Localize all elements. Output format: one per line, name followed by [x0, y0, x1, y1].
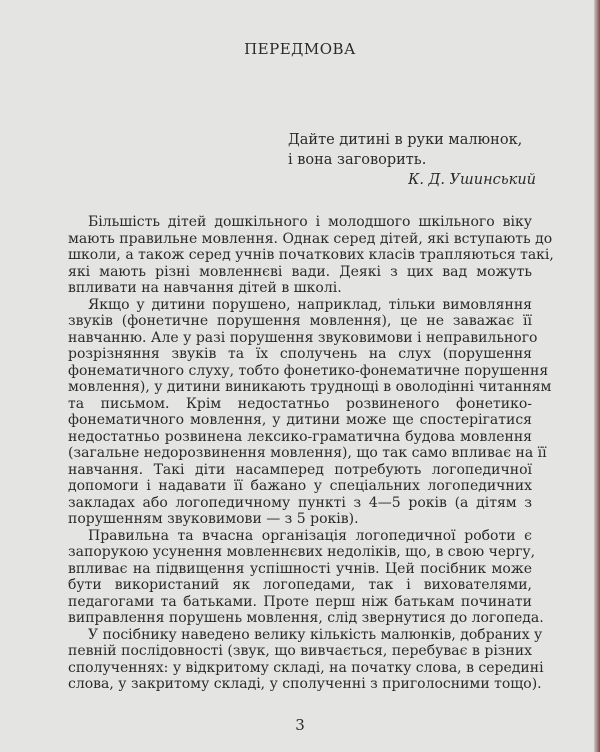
text-line: впливає на підвищення успішності учнів. Цей посібник може — [68, 560, 532, 577]
text-line: які мають різні мовленнєві вади. Деякі з цих вад можуть — [68, 263, 532, 280]
text-line: запорукою усунення мовленнєвих недоліків, що, в свою чергу, — [68, 544, 536, 560]
text-line: навчання. Такі діти насамперед потребують логопедичної — [68, 461, 532, 478]
body-text — [68, 214, 554, 693]
text-line: бути використаний як логопедами, так і вихователями, — [68, 577, 532, 593]
text-line: школи, а також серед учнів початкових класів трапляються такі, — [68, 247, 554, 263]
page-title: ПЕРЕДМОВА — [244, 40, 356, 58]
text-line: навчанню. Але у разі порушення звуковимови і неправильного — [68, 329, 538, 346]
page-edge — [594, 0, 600, 752]
text-line: мовлення), у дитини виникають труднощі в оволодінні читанням — [68, 379, 552, 395]
text-line: розрізняння звуків та їх сполучень на слух (порушення — [68, 346, 532, 362]
text-line: У посібнику наведено велику кількість малюнків, добраних у — [88, 626, 543, 643]
text-line: закладах або логопедичному пункті з 4—5 років (а дітям з — [68, 494, 532, 511]
text-line: певній послідовності (звук, що вивчається, перебуває в різних — [68, 643, 532, 659]
text-line: звуків (фонетичне порушення мовлення), це не заважає її — [68, 313, 532, 329]
text-line: та письмом. Крім недостатньо розвиненого фонетико- — [68, 395, 532, 412]
text-line: допомоги і надавати її бажано у спеціальних логопедичних — [68, 478, 532, 494]
epigraph-author: К. Д. Ушинський — [408, 172, 536, 188]
text-line: Більшість дітей дошкільного і молодшого шкільного віку — [88, 214, 532, 230]
text-line: фонематичного слуху, тобто фонетико-фонематичне порушення — [68, 362, 549, 379]
epigraph-line: і вона заговорить. — [288, 152, 427, 168]
text-line: впливати на навчання дітей в школі. — [68, 280, 342, 296]
paragraph — [68, 527, 544, 627]
epigraph — [288, 130, 522, 170]
paragraph — [68, 626, 544, 693]
text-line: сполученнях: у відкритому складі, на початку слова, в середині — [68, 659, 544, 676]
text-line: недостатньо розвинена лексико-граматична будова мовлення — [68, 428, 532, 445]
paragraph — [68, 296, 552, 528]
text-line: (загальне недорозвинення мовлення), що так само впливає на її — [68, 445, 547, 461]
text-line: педагогами та батьками. Проте перш ніж батькам починати — [68, 593, 532, 610]
text-line: фонематичного мовлення, у дитини може ще спостерігатися — [68, 412, 532, 428]
paragraph — [68, 214, 554, 297]
text-line: виправлення порушень мовлення, слід звернутися до логопеда. — [68, 610, 544, 626]
text-line: слова, у закритому складі, у сполученні з приголосними тощо). — [68, 676, 542, 692]
text-line: порушенням звуковимови — з 5 років). — [68, 511, 359, 527]
page-number: 3 — [295, 716, 305, 734]
text-line: мають правильне мовлення. Однак серед дітей, які вступають до — [68, 230, 553, 247]
epigraph-line: Дайте дитині в руки малюнок, — [288, 132, 523, 148]
text-line: Якщо у дитини порушено, наприклад, тільки вимовляння — [88, 296, 532, 313]
text-line: Правильна та вчасна організація логопедичної роботи є — [88, 527, 532, 544]
